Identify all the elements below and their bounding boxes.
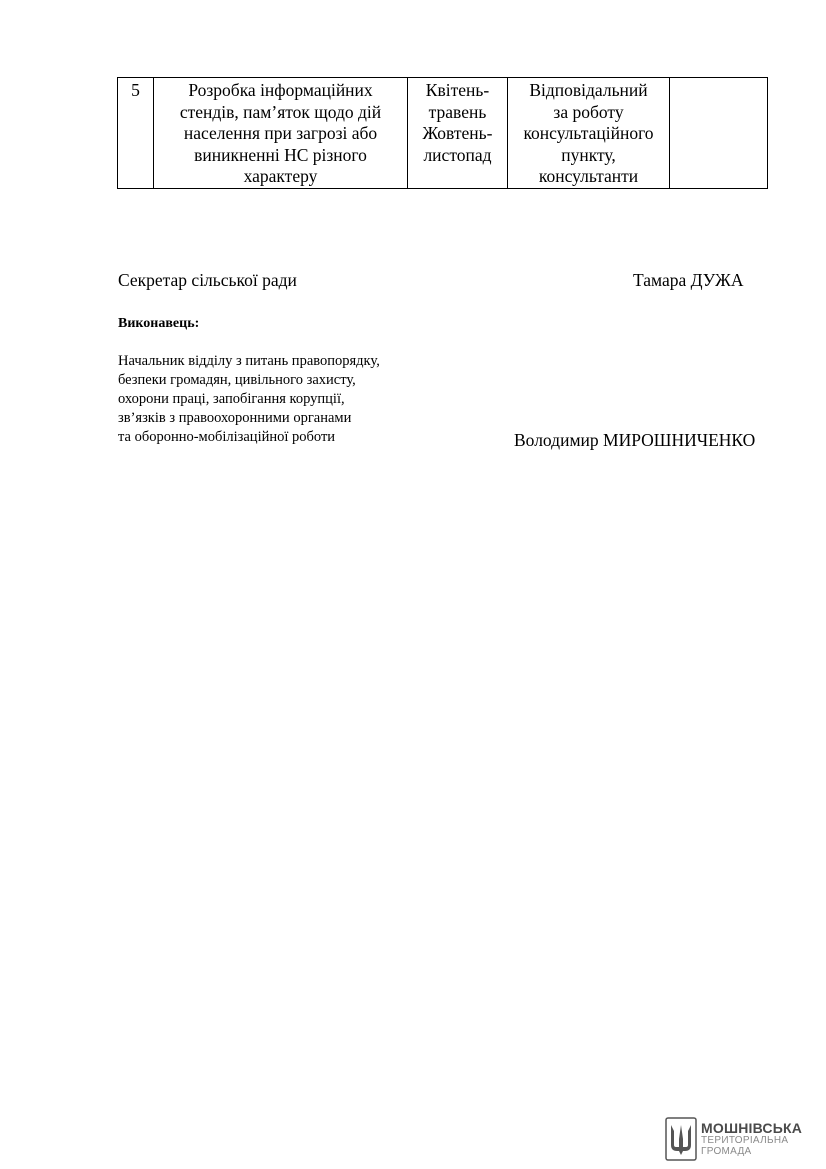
- logo-subtitle: ТЕРИТОРІАЛЬНА: [701, 1135, 789, 1146]
- row-responsible: Відповідальний за роботу консультаційного пункту, консультанти: [508, 78, 670, 189]
- executor-name: Володимир МИРОШНИЧЕНКО: [514, 430, 756, 450]
- community-logo: [665, 1115, 815, 1163]
- row-term: Квітень- травень Жовтень- листопад: [408, 78, 508, 189]
- plan-table: [117, 77, 768, 189]
- executor-label: Виконавець:: [118, 316, 200, 331]
- secretary-name: Тамара ДУЖА: [633, 270, 744, 290]
- row-note: [670, 78, 768, 189]
- logo-title: МОШНІВСЬКА: [701, 1120, 803, 1136]
- row-activity: Розробка інформаційних стендів, пам’яток щодо дій населення при загрозі або виникненні НС різного характеру: [154, 78, 408, 189]
- trident-emblem-icon: [665, 1117, 697, 1161]
- executor-position: Начальник відділу з питань правопорядку, безпеки громадян, цивільного захисту, охорони праці, запобігання корупції, зв’язків з правоохоронними органами та оборонно-мобілізаційної роботи: [118, 353, 380, 445]
- logo-subtitle-2: ГРОМАДА: [701, 1146, 752, 1157]
- secretary-title: Секретар сільської ради: [118, 270, 297, 290]
- logo-text: [701, 1121, 802, 1157]
- row-number: 5: [118, 78, 154, 189]
- table-row: [118, 78, 768, 189]
